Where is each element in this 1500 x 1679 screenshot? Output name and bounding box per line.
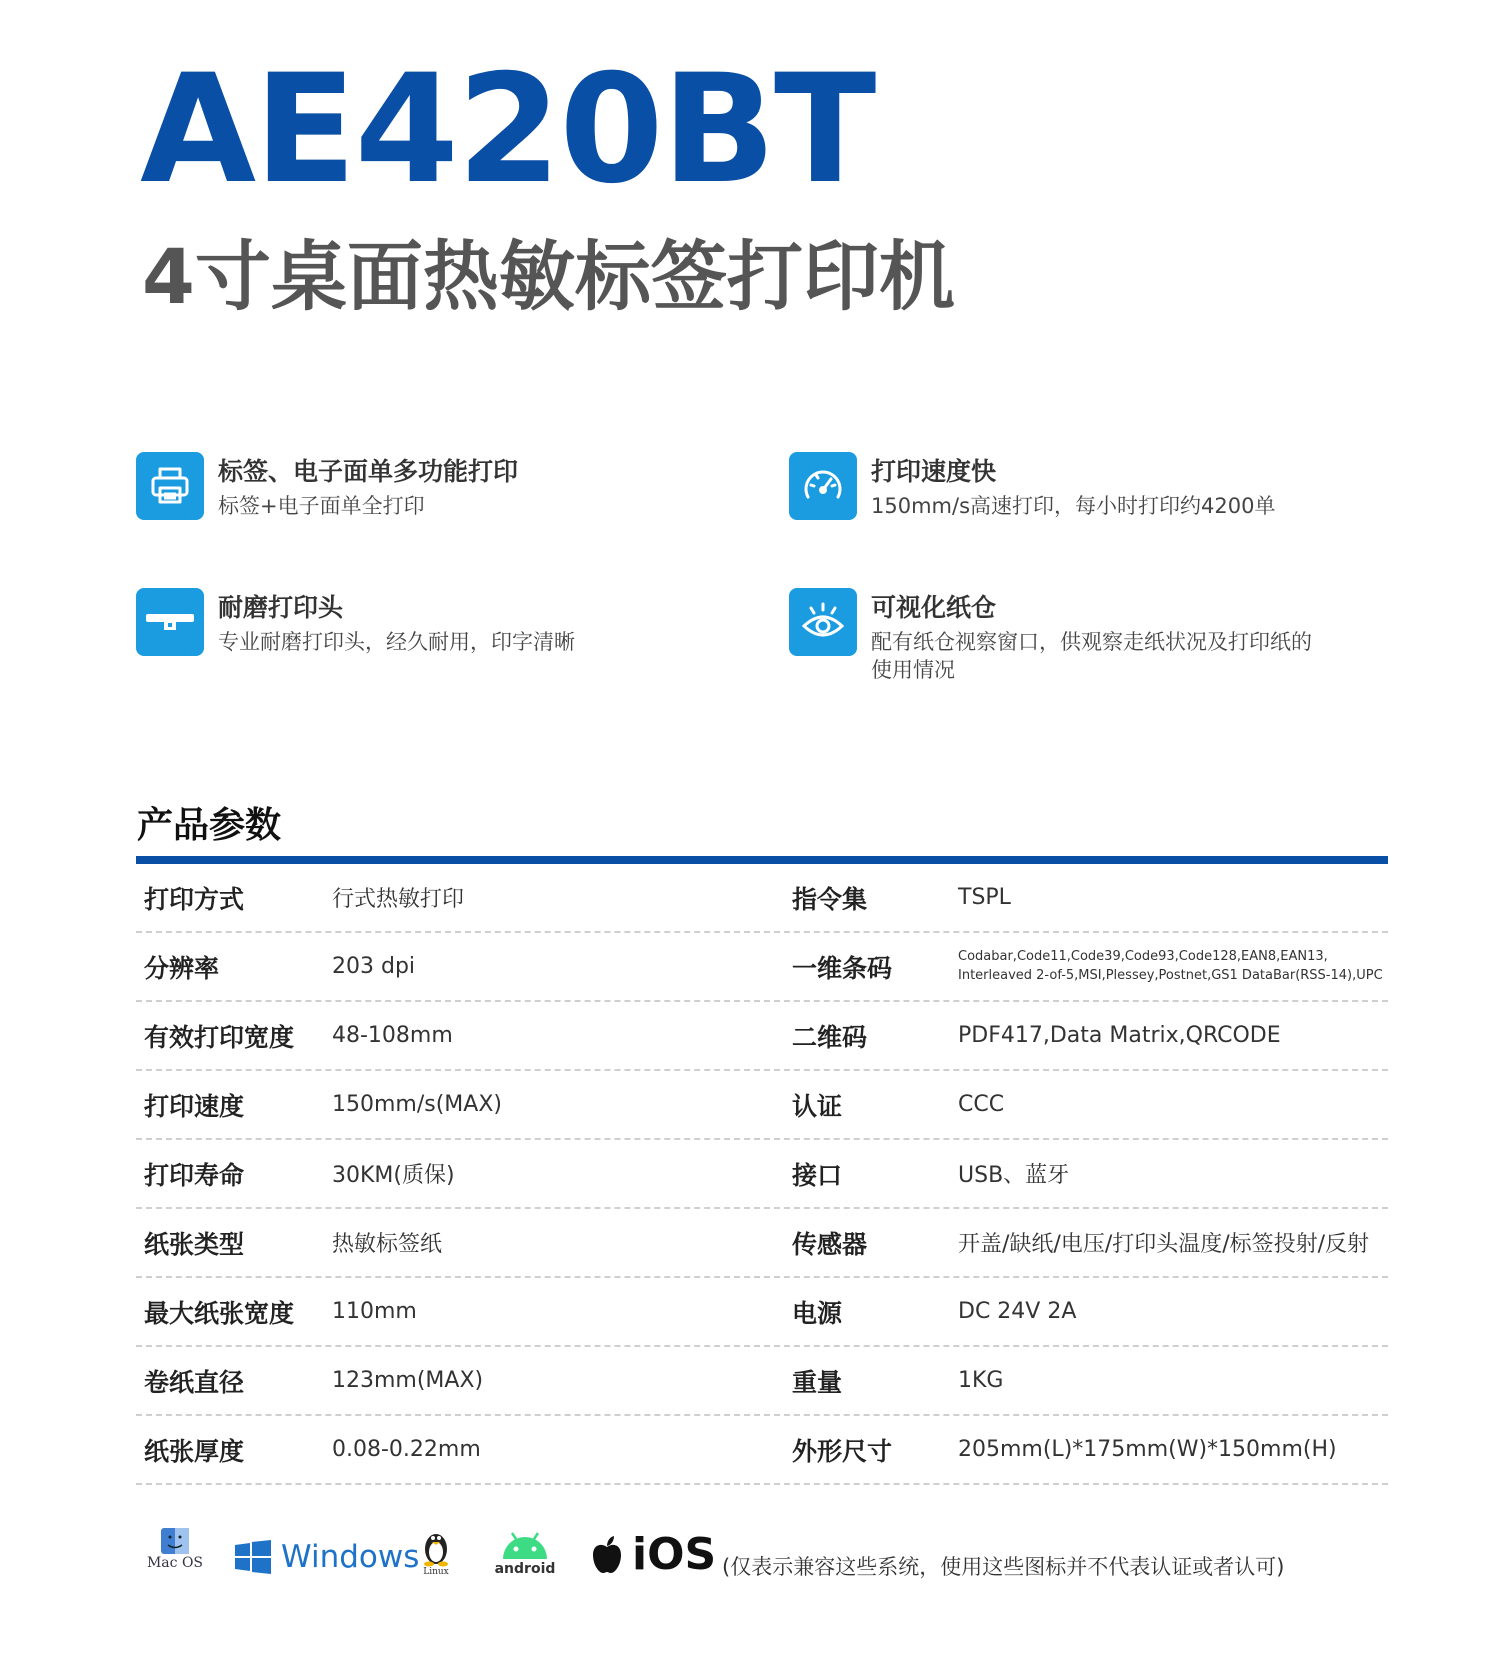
spec-label: 认证 [792,1091,843,1121]
spec-label: 接口 [792,1160,843,1190]
android-logo [495,1527,555,1577]
spec-value: TSPL [958,885,1011,910]
ios-label: iOS [632,1529,717,1580]
feature-multifunction [136,452,696,532]
spec-table [136,864,1388,1485]
android-robot-icon [499,1527,551,1561]
ios-logo [590,1529,716,1580]
apple-icon [590,1535,624,1575]
linux-logo [420,1527,452,1577]
spec-label: 有效打印宽度 [144,1022,295,1052]
spec-label: 指令集 [792,884,868,914]
printer-icon [136,452,204,520]
spec-value: CCC [958,1092,1005,1117]
spec-label: 打印速度 [144,1091,245,1121]
mac-os-label: Mac OS [146,1555,204,1571]
spec-label: 二维码 [792,1022,868,1052]
eye-icon [789,588,857,656]
mac-os-logo [145,1527,205,1571]
table-row [136,1416,1388,1485]
speedometer-icon [789,452,857,520]
feature-title: 标签、电子面单多功能打印 [218,457,519,486]
spec-value: 热敏标签纸 [332,1232,443,1257]
tux-penguin-icon [420,1527,452,1567]
section-divider [136,856,1388,864]
spec-label: 卷纸直径 [144,1367,245,1397]
windows-label: Windows [281,1539,420,1575]
feature-desc: 配有纸仓视察窗口，供观察走纸状况及打印纸的使用情况 [871,630,1312,682]
spec-label: 打印寿命 [144,1160,245,1190]
spec-value: DC 24V 2A [958,1299,1077,1324]
spec-value: 123mm(MAX) [332,1368,484,1393]
spec-value: USB、蓝牙 [958,1163,1070,1188]
spec-value: 0.08-0.22mm [332,1437,481,1462]
disclaimer-text: (仅表示兼容这些系统，使用这些图标并不代表认证或者认可) [722,1555,1285,1579]
spec-label: 重量 [792,1367,843,1397]
feature-desc: 150mm/s高速打印，每小时打印约4200单 [871,494,1276,518]
feature-speed [789,452,1349,532]
spec-value: 203 dpi [332,954,416,979]
os-compatibility [145,1527,1395,1597]
table-row [136,1140,1388,1209]
spec-label: 外形尺寸 [792,1436,893,1466]
spec-value: 150mm/s(MAX) [332,1092,502,1117]
table-row [136,1278,1388,1347]
spec-label: 传感器 [792,1229,868,1259]
windows-logo [235,1539,419,1575]
spec-value: 30KM(质保) [332,1163,455,1188]
specs-title: 产品参数 [137,805,282,846]
android-label: android [494,1561,556,1577]
spec-label: 纸张类型 [144,1229,245,1259]
feature-title: 可视化纸仓 [871,593,997,622]
table-row [136,1002,1388,1071]
spec-value: PDF417,Data Matrix,QRCODE [958,1023,1281,1048]
feature-desc: 标签+电子面单全打印 [218,494,425,518]
spec-label: 打印方式 [144,884,245,914]
print-head-icon [136,588,204,656]
product-subtitle: 4寸桌面热敏标签打印机 [142,232,955,321]
spec-label: 最大纸张宽度 [144,1298,295,1328]
feature-title: 打印速度快 [871,457,997,486]
spec-value: Codabar,Code11,Code39,Code93,Code128,EAN8,EAN13, Interleaved 2-of-5,MSI,Plessey,Postnet,GS1 DataBar(RSS-14),UPC [958,949,1383,983]
compatibility-disclaimer [722,1551,1284,1581]
spec-value: 行式热敏打印 [332,887,465,912]
table-row [136,1347,1388,1416]
spec-value: 205mm(L)*175mm(W)*150mm(H) [958,1437,1337,1462]
spec-value: 110mm [332,1299,417,1324]
spec-label: 一维条码 [792,953,893,983]
windows-icon [235,1540,271,1574]
spec-value: 48-108mm [332,1023,453,1048]
model-title: AE420BT [140,43,875,217]
spec-value: 1KG [958,1368,1004,1393]
table-row [136,1209,1388,1278]
spec-label: 电源 [792,1298,843,1328]
spec-value: 开盖/缺纸/电压/打印头温度/标签投射/反射 [958,1232,1370,1257]
linux-label: Linux [423,1567,449,1577]
mac-finder-icon [160,1527,190,1555]
feature-visible-bin [789,588,1349,688]
table-row [136,1071,1388,1140]
feature-title: 耐磨打印头 [218,593,344,622]
table-row [136,864,1388,933]
spec-label: 纸张厚度 [144,1436,245,1466]
feature-durable-head [136,588,696,668]
feature-desc: 专业耐磨打印头，经久耐用，印字清晰 [218,630,575,654]
table-row [136,933,1388,1002]
spec-label: 分辨率 [144,953,220,983]
